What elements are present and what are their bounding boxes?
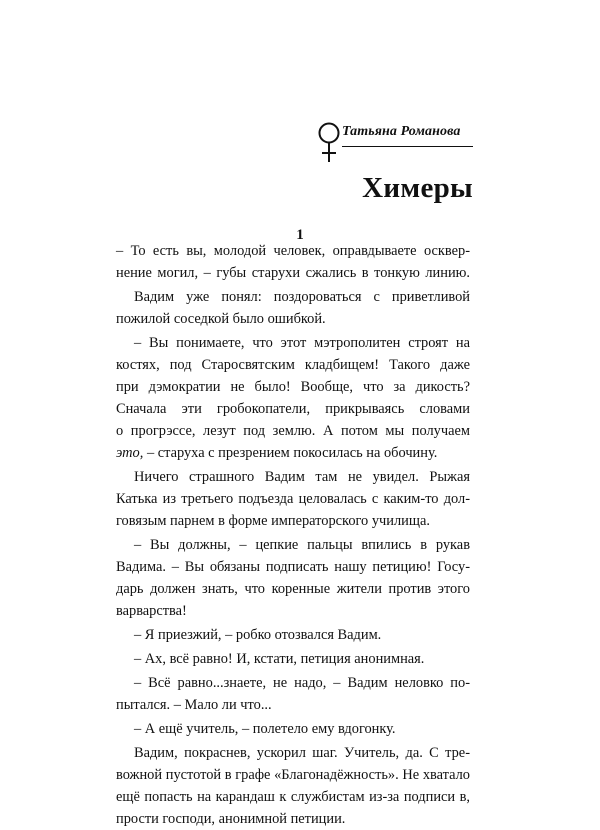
text-line: пытался. – Мало ли что... (116, 697, 272, 713)
text-line: Сначала эти гробокопатели, прикрываясь словами (116, 401, 470, 417)
text-line: варварства! (116, 603, 187, 619)
text-line: вожной пустотой в графе «Благонадёжность». Не хватало (116, 767, 470, 783)
text-line: – Я приезжий, – робко отозвался Вадим. (134, 627, 382, 643)
text-line: при дэмократии не было! Вообще, что за дикость? (116, 379, 470, 395)
text-line: костях, под Старосвятским кладбищем! Такого даже (116, 357, 470, 373)
text-line (116, 442, 470, 464)
chapter-number: 1 (296, 227, 304, 243)
text-line: – Ах, всё равно! И, кстати, петиция анонимная. (134, 651, 425, 667)
author-divider (342, 146, 473, 147)
text-line: Вадим, покраснев, ускорил шаг. Учитель, да. С тре- (134, 745, 470, 761)
venus-icon (316, 120, 342, 164)
text-line: – А ещё учитель, – полетело ему вдогонку. (134, 721, 396, 737)
text-line: – То есть вы, молодой человек, оправдываете осквер- (116, 243, 470, 259)
text-line: дарь должен знать, что коренные жители против этого (116, 581, 470, 597)
text-line-rest: – старуха с презрением покосилась на обочину. (146, 445, 438, 461)
text-line: нение могил, – губы старухи сжались в тонкую линию. (116, 265, 470, 281)
italic-word: это, (116, 445, 144, 461)
story-title: Химеры (362, 172, 473, 204)
text-line: Ничего страшного Вадим там не увидел. Рыжая (134, 469, 470, 485)
text-line: Вадима. – Вы обязаны подписать нашу петицию! Госу- (116, 559, 470, 575)
text-line: – Вы должны, – цепкие пальцы впились в рукав (134, 537, 470, 553)
author-name: Татьяна Романова (342, 124, 461, 139)
text-line: – Всё равно...знаете, не надо, – Вадим неловко по- (134, 675, 470, 691)
text-line: – Вы понимаете, что этот мэтрополитен строят на (134, 335, 470, 351)
text-line: говязым парнем в форме императорского училища. (116, 513, 430, 529)
text-line: пожилой соседкой было ошибкой. (116, 311, 326, 327)
text-line: Катька из третьего подъезда целовалась с каким-то дол- (116, 491, 470, 507)
text-line: о прогрэссе, лезут под землю. А потом мы получаем (116, 423, 470, 439)
text-line: прости господи, анонимной петиции. (116, 811, 346, 827)
text-line: Вадим уже понял: поздороваться с приветливой (134, 289, 470, 305)
text-line: ещё попасть на карандаш к службистам из-за подписи в, (116, 789, 470, 805)
author-header (314, 118, 474, 168)
